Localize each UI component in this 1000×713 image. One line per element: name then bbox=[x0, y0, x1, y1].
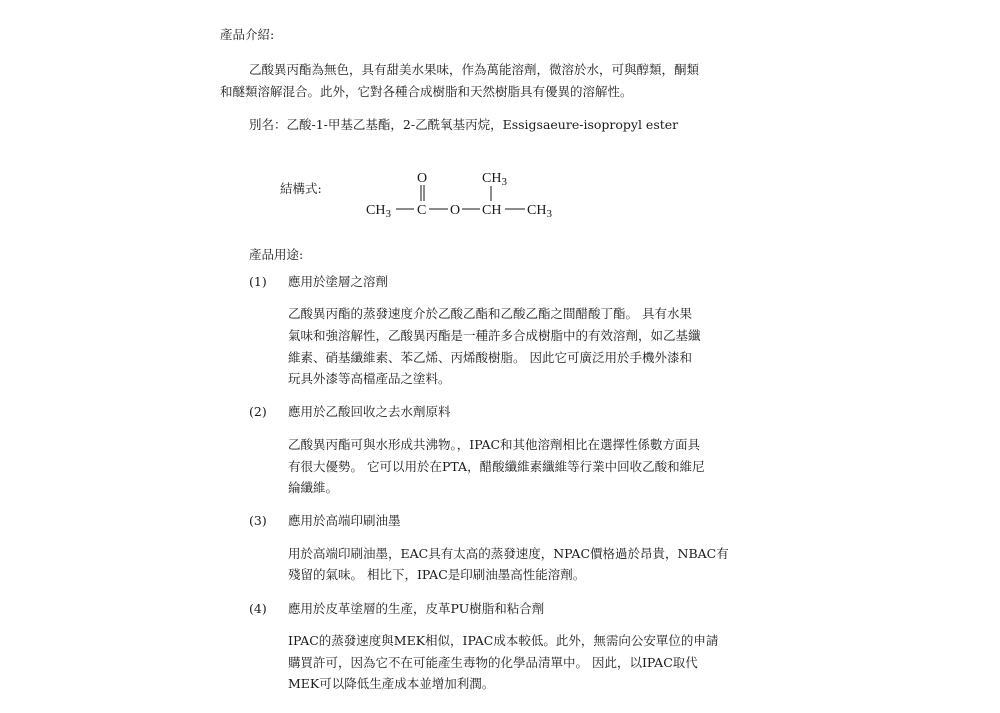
intro-paragraph-line-2: 和醚類溶解混合。此外，它對各種合成樹脂和天然樹脂具有優異的溶解性。 bbox=[220, 84, 633, 99]
use-item-title: 應用於乙酸回收之去水劑原料 bbox=[288, 404, 451, 419]
formula-right-ch3: $CH_3$ bbox=[527, 203, 552, 220]
use-item-line: 氣味和強溶解性，乙酸異丙酯是一種許多合成樹脂中的有效溶劑，如乙基纖 bbox=[288, 328, 701, 343]
use-item-number: (4) bbox=[249, 601, 267, 616]
formula-carbonyl-o: O bbox=[417, 171, 428, 186]
uses-heading: 產品用途: bbox=[249, 247, 304, 262]
intro-heading: 產品介紹: bbox=[220, 27, 275, 42]
use-item-line: 購買許可，因為它不在可能產生毒物的化學品清單中。 因此，以IPAC取代 bbox=[288, 655, 698, 670]
use-item-title: 應用於高端印刷油墨 bbox=[288, 513, 401, 528]
use-item-number: (2) bbox=[249, 404, 267, 419]
use-item-title: 應用於皮革塗層的生產，皮革PU樹脂和粘合劑 bbox=[288, 601, 545, 616]
use-item-line: 用於高端印刷油墨，EAC具有太高的蒸發速度，NPAC價格過於昂貴，NBAC有 bbox=[288, 546, 729, 561]
use-item-line: 乙酸異丙酯的蒸發速度介於乙酸乙酯和乙酸乙酯之間醋酸丁酯。 具有水果 bbox=[288, 306, 692, 321]
intro-paragraph-line-1: 乙酸異丙酯為無色，具有甜美水果味，作為萬能溶劑，微溶於水，可與醇類，酮類 bbox=[249, 62, 700, 77]
use-item-line: 乙酸異丙酯可與水形成共沸物。，IPAC和其他溶劑相比在選擇性係數方面具 bbox=[288, 437, 701, 452]
formula-ester-o: O bbox=[450, 203, 461, 218]
alias-line: 別名：乙酸-1-甲基乙基酯，2-乙酰氧基丙烷，Essigsaeure-isopropyl ester bbox=[249, 117, 679, 132]
use-item-number: (1) bbox=[249, 274, 267, 289]
formula-carbonyl-c: C bbox=[417, 203, 427, 218]
use-item-line: 維素、硝基纖維素、苯乙烯、丙烯酸樹脂。 因此它可廣泛用於手機外漆和 bbox=[288, 350, 692, 365]
use-item-line: MEK可以降低生產成本並增加利潤。 bbox=[288, 676, 495, 691]
use-item-line: 玩具外漆等高檔產品之塗料。 bbox=[288, 371, 451, 386]
use-item-title: 應用於塗層之溶劑 bbox=[288, 274, 389, 289]
structure-label: 結構式: bbox=[280, 181, 322, 196]
formula-top-ch3: $CH_3$ bbox=[482, 171, 507, 188]
use-item-line: 綸纖維。 bbox=[288, 480, 339, 495]
use-item-line: 有很大優勢。 它可以用於在PTA，醋酸纖維素纖維等行業中回收乙酸和維尼 bbox=[288, 459, 705, 474]
structural-formula bbox=[360, 168, 590, 224]
use-item-line: IPAC的蒸發速度與MEK相似，IPAC成本較低。此外，無需向公安單位的申請 bbox=[288, 633, 719, 648]
use-item-number: (3) bbox=[249, 513, 267, 528]
formula-left-ch3: $CH_3$ bbox=[366, 203, 391, 220]
use-item-line: 殘留的氣味。 相比下，IPAC是印刷油墨高性能溶劑。 bbox=[288, 567, 586, 582]
formula-ch: CH bbox=[482, 203, 502, 218]
